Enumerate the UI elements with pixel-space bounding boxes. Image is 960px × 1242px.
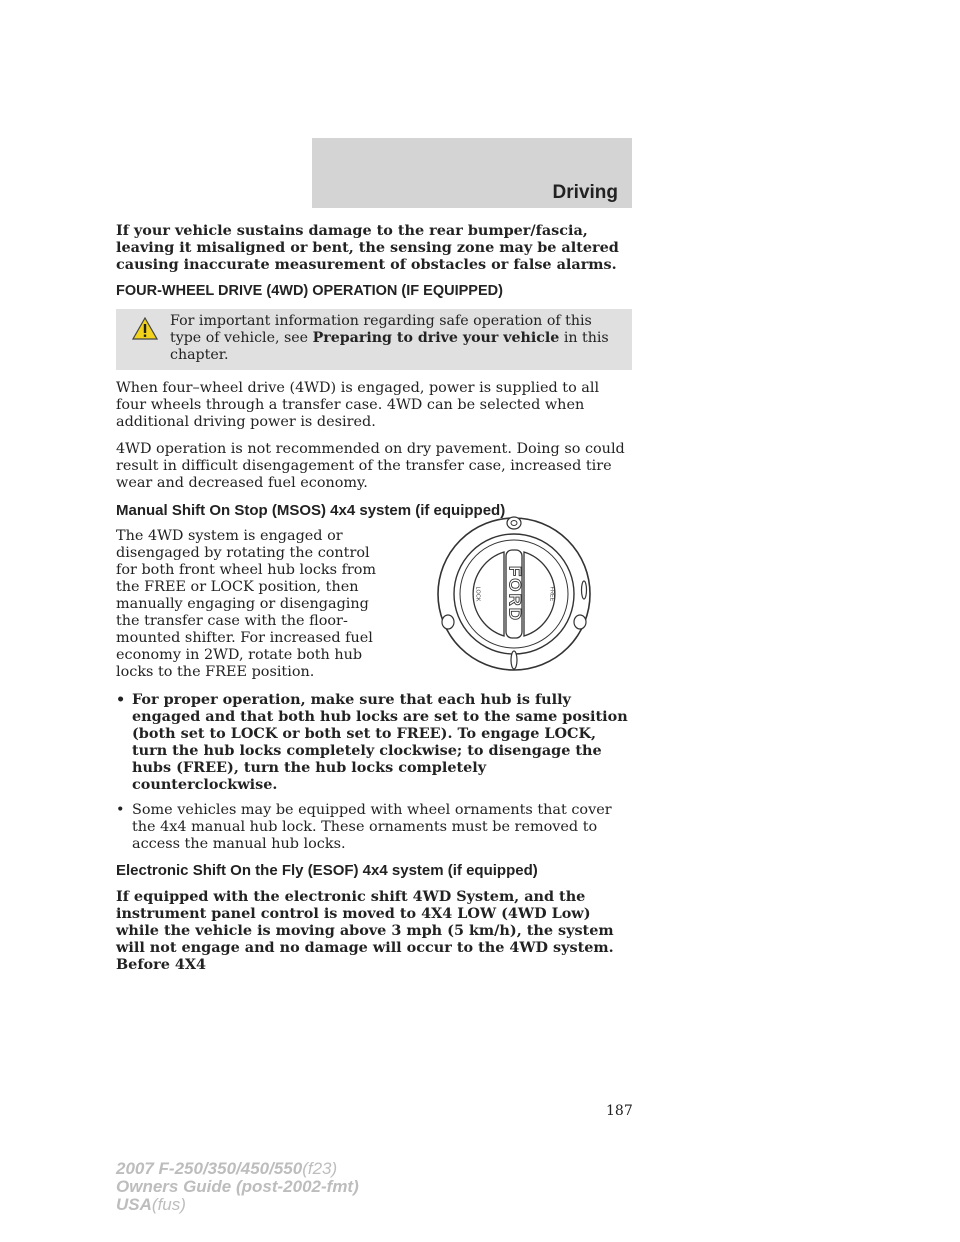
hub-lock-label: LOCK — [474, 586, 481, 602]
list-item: • For proper operation, make sure that each hub is fully engaged and that both hub locks are set to the same position (both set to LOCK or both set to FREE). To engage LOCK, turn the hub locks completely clockwise; to disengage the hubs (FREE), turn the hub locks completely counterclockwise. — [116, 691, 628, 793]
msos-block — [116, 528, 632, 853]
warning-text-after: in this chapter. — [170, 330, 609, 363]
footer-line-3: USA(fus) — [116, 1195, 186, 1214]
esof-paragraph: If equipped with the electronic shift 4WD System, and the instrument panel control is moved to 4X4 LOW (4WD Low) while the vehicle is moving above 3 mph (5 km/h), the system will not engage and no damage will occur to the 4WD system. Before 4X4 — [116, 888, 614, 973]
bullet-icon: • — [116, 691, 126, 708]
warning-link[interactable]: Preparing to drive your vehicle — [312, 330, 560, 346]
section-heading: FOUR-WHEEL DRIVE (4WD) OPERATION (IF EQUIPPED) — [116, 283, 503, 299]
msos-bullets — [116, 691, 632, 853]
footer-line-1: 2007 F-250/350/450/550(f23) — [116, 1159, 338, 1178]
hub-free-label: FREE — [548, 586, 555, 602]
esof-heading: Electronic Shift On the Fly (ESOF) 4x4 system (if equipped) — [116, 862, 538, 879]
footer — [116, 1160, 359, 1214]
msos-heading: Manual Shift On Stop (MSOS) 4x4 system (if equipped) — [116, 502, 506, 519]
hub-brand-label: FORD — [505, 565, 525, 623]
warning-box — [116, 309, 632, 370]
paragraph-4wd-pavement: 4WD operation is not recommended on dry pavement. Doing so could result in difficult disengagement of the transfer case, increased tire wear and decreased fuel economy. — [116, 441, 625, 491]
section-title: Driving — [552, 182, 618, 203]
msos-paragraph: The 4WD system is engaged or disengaged by rotating the control for both front wheel hub locks from the FREE or LOCK position, then manually engaging or disengaging the transfer case with the floor-mounted shifter. For increased fuel economy in 2WD, rotate both hub locks to the FREE position. — [116, 528, 377, 680]
paragraph-4wd-intro: When four–wheel drive (4WD) is engaged, power is supplied to all four wheels through a transfer case. 4WD can be selected when additional driving power is desired. — [116, 380, 600, 430]
intro-paragraph: If your vehicle sustains damage to the rear bumper/fascia, leaving it misaligned or bent, the sensing zone may be altered causing inaccurate measurement of obstacles or false alarms. — [116, 222, 619, 273]
bullet-icon: • — [116, 802, 125, 818]
header-band — [312, 138, 632, 208]
page-content — [116, 222, 632, 983]
list-item: • Some vehicles may be equipped with wheel ornaments that cover the 4x4 manual hub lock. These ornaments must be removed to access the manual hub locks. — [116, 802, 612, 852]
footer-line-2: Owners Guide (post-2002-fmt) — [116, 1177, 359, 1196]
page-number: 187 — [606, 1103, 633, 1119]
hub-lock-figure — [434, 514, 594, 674]
warning-triangle-icon — [132, 317, 158, 340]
warning-text-before: For important information regarding safe operation of this type of vehicle, see — [170, 313, 592, 346]
